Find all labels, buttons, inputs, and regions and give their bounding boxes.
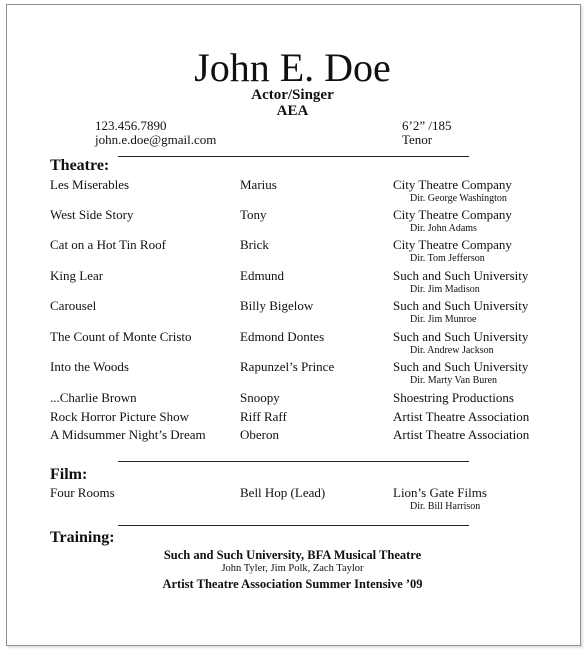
company-name: Such and Such University [393, 329, 529, 344]
company-name: City Theatre Company [393, 177, 512, 192]
show-title: Carousel [50, 298, 97, 313]
credit-row [0, 237, 585, 267]
director-name: Dir. John Adams [410, 223, 477, 234]
director-name: Dir. Jim Madison [410, 284, 480, 295]
company-name: City Theatre Company [393, 237, 512, 252]
role-title: Actor/Singer [251, 87, 334, 103]
training-section-title: Training: [50, 529, 115, 546]
company-name: Shoestring Productions [393, 390, 514, 405]
role-name: Bell Hop (Lead) [240, 485, 326, 500]
company-name: City Theatre Company [393, 207, 512, 222]
credit-row [0, 329, 585, 359]
role-name: Oberon [240, 427, 279, 442]
show-title: Into the Woods [50, 359, 129, 374]
credit-row [0, 409, 585, 427]
role-name: Tony [240, 207, 267, 222]
company-name: Such and Such University [393, 359, 529, 374]
theatre-section-title: Theatre: [50, 157, 110, 174]
show-title: Cat on a Hot Tin Roof [50, 237, 166, 252]
credit-row [0, 177, 585, 207]
show-title: Rock Horror Picture Show [50, 409, 190, 424]
voice-type: Tenor [402, 132, 433, 147]
theatre-divider [118, 461, 469, 462]
company-name: Artist Theatre Association [393, 409, 530, 424]
company-name: Artist Theatre Association [393, 427, 530, 442]
show-title: A Midsummer Night’s Dream [50, 427, 206, 442]
company-name: Lion’s Gate Films [393, 485, 487, 500]
director-name: Dir. Andrew Jackson [410, 345, 494, 356]
film-divider [118, 525, 469, 526]
credit-row [0, 298, 585, 328]
director-name: Dir. Bill Harrison [410, 501, 481, 512]
show-title: King Lear [50, 268, 104, 283]
credit-row [0, 268, 585, 298]
union-affiliation: AEA [276, 103, 309, 119]
director-name: Dir. Marty Van Buren [410, 375, 498, 386]
height-weight: 6’2” /185 [402, 118, 452, 133]
credit-row [0, 207, 585, 237]
credit-row [0, 359, 585, 389]
credit-row [0, 390, 585, 408]
show-title: West Side Story [50, 207, 134, 222]
email-address: john.e.doe@gmail.com [95, 132, 217, 147]
role-name: Brick [240, 237, 269, 252]
role-name: Rapunzel’s Prince [240, 359, 335, 374]
training-program: Such and Such University, BFA Musical Theatre [163, 548, 422, 562]
credit-row [0, 485, 585, 515]
show-title: The Count of Monte Cristo [50, 329, 192, 344]
show-title: ...Charlie Brown [50, 390, 137, 405]
show-title: Les Miserables [50, 177, 130, 192]
role-name: Edmund [240, 268, 285, 283]
role-name: Billy Bigelow [240, 298, 314, 313]
role-name: Edmond Dontes [240, 329, 325, 344]
training-intensive: Artist Theatre Association Summer Intensive ’09 [162, 577, 423, 591]
applicant-name: John E. Doe [194, 45, 391, 90]
role-name: Marius [240, 177, 277, 192]
company-name: Such and Such University [393, 268, 529, 283]
phone-number: 123.456.7890 [95, 118, 167, 133]
company-name: Such and Such University [393, 298, 529, 313]
credit-row [0, 427, 585, 445]
director-name: Dir. Tom Jefferson [410, 253, 485, 264]
director-name: Dir. George Washington [410, 193, 507, 204]
training-instructors: John Tyler, Jim Polk, Zach Taylor [221, 563, 364, 574]
role-name: Snoopy [240, 390, 280, 405]
show-title: Four Rooms [50, 485, 115, 500]
film-section-title: Film: [50, 466, 88, 483]
header-divider [118, 156, 469, 157]
director-name: Dir. Jim Munroe [410, 314, 477, 325]
role-name: Riff Raff [240, 409, 287, 424]
